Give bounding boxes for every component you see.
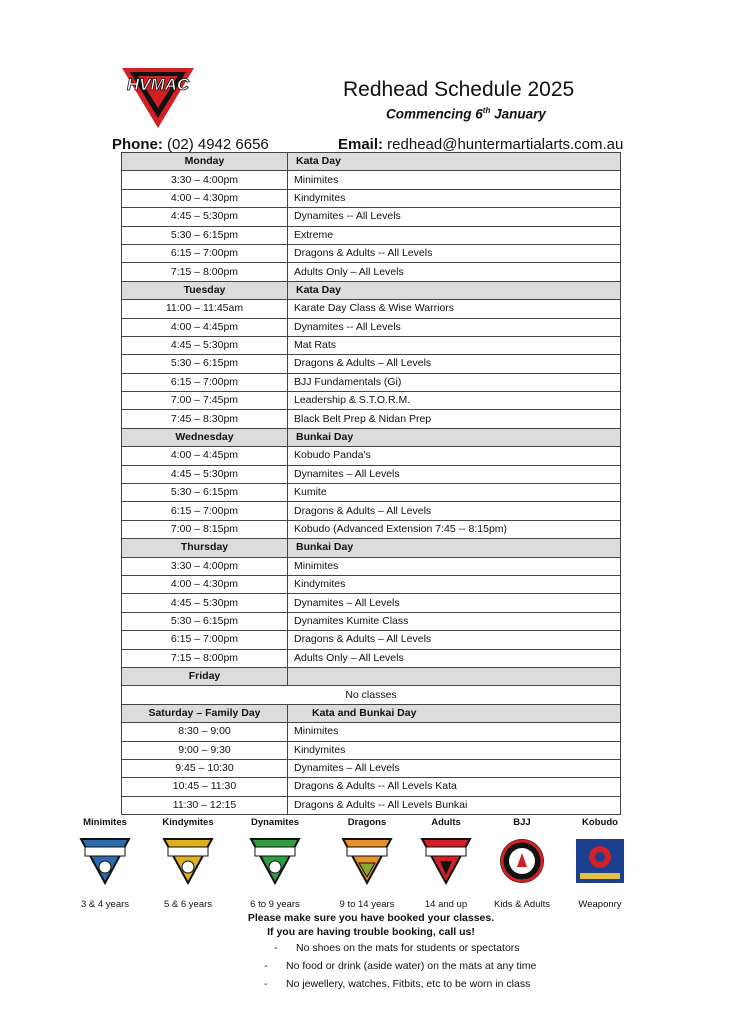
table-row: 4:00 – 4:30pm Kindymites bbox=[122, 575, 621, 593]
bjj-seal-icon bbox=[496, 837, 548, 885]
hvmac-logo bbox=[118, 66, 198, 130]
day-header-friday: Friday bbox=[122, 667, 621, 685]
adults-badge-icon bbox=[420, 837, 472, 885]
table-row: 9:00 – 9:30 Kindymites bbox=[122, 741, 621, 759]
table-row: 9:45 – 10:30 Dynamites – All Levels bbox=[122, 759, 621, 777]
table-row: 4:00 – 4:45pm Kobudo Panda's bbox=[122, 447, 621, 465]
table-row: 4:00 – 4:45pm Dynamites -- All Levels bbox=[122, 318, 621, 336]
booking-notes bbox=[0, 912, 742, 940]
booking-reminder: Please make sure you have booked your classes. bbox=[247, 912, 495, 924]
day-header-tuesday: Tuesday Kata Day bbox=[122, 281, 621, 299]
table-row: 10:45 – 11:30 Dragons & Adults -- All Levels Kata bbox=[122, 778, 621, 796]
list-item: - No shoes on the mats for students or spectators bbox=[274, 942, 520, 954]
table-row: 3:30 – 4:00pm Minimites bbox=[122, 557, 621, 575]
friday-no-classes-row: No classes bbox=[122, 686, 621, 704]
logo-text: HVMAC bbox=[126, 75, 190, 94]
table-row: 5:30 – 6:15pm Kumite bbox=[122, 484, 621, 502]
table-row: 4:45 – 5:30pm Dynamites – All Levels bbox=[122, 594, 621, 612]
minimites-badge-icon bbox=[79, 837, 131, 885]
phone-number[interactable]: (02) 4942 6656 bbox=[162, 136, 269, 153]
email-address[interactable]: redhead@huntermartialarts.com.au bbox=[383, 136, 624, 153]
phone-contact: Phone: (02) 4942 6656 bbox=[112, 136, 269, 153]
list-item: - No jewellery, watches, Fitbits, etc to be worn in class bbox=[264, 978, 531, 990]
page-subtitle: Commencing 6th January bbox=[386, 106, 546, 122]
kindymites-badge-icon bbox=[162, 837, 214, 885]
page-title: Redhead Schedule 2025 bbox=[343, 78, 575, 101]
day-header-monday: Monday Kata Day bbox=[122, 153, 621, 171]
table-row: 5:30 – 6:15pm Extreme bbox=[122, 226, 621, 244]
level-adults: Adults 14 and up bbox=[406, 817, 486, 910]
rules-list bbox=[262, 942, 536, 996]
level-badges bbox=[70, 817, 670, 910]
booking-help: If you are having trouble booking, call us! bbox=[267, 926, 475, 938]
table-row: 7:15 – 8:00pm Adults Only – All Levels bbox=[122, 649, 621, 667]
table-row: 7:15 – 8:00pm Adults Only – All Levels bbox=[122, 263, 621, 281]
table-row: 4:45 – 5:30pm Dynamites – All Levels bbox=[122, 465, 621, 483]
level-kindymites: Kindymites 5 & 6 years bbox=[162, 817, 214, 910]
level-bjj: BJJ Kids & Adults bbox=[494, 817, 550, 910]
table-row: 4:45 – 5:30pm Dynamites -- All Levels bbox=[122, 208, 621, 226]
table-row: 4:00 – 4:30pm Kindymites bbox=[122, 189, 621, 207]
table-row: 11:00 – 11:45am Karate Day Class & Wise Warriors bbox=[122, 300, 621, 318]
dynamites-badge-icon bbox=[249, 837, 301, 885]
table-row: 7:00 – 7:45pm Leadership & S.T.O.R.M. bbox=[122, 392, 621, 410]
day-header-wednesday: Wednesday Bunkai Day bbox=[122, 428, 621, 446]
table-row: 5:30 – 6:15pm Dragons & Adults – All Levels bbox=[122, 355, 621, 373]
dragons-badge-icon bbox=[341, 837, 393, 885]
level-dragons: Dragons 9 to 14 years bbox=[339, 817, 395, 910]
list-item: - No food or drink (aside water) on the mats at any time bbox=[264, 960, 537, 972]
table-row: 5:30 – 6:15pm Dynamites Kumite Class bbox=[122, 612, 621, 630]
email-contact: Email: redhead@huntermartialarts.com.au bbox=[338, 136, 624, 153]
table-row: 7:45 – 8:30pm Black Belt Prep & Nidan Prep bbox=[122, 410, 621, 428]
level-minimites: Minimites 3 & 4 years bbox=[80, 817, 130, 910]
kobudo-emblem-icon bbox=[574, 837, 626, 885]
table-row: 11:30 – 12:15 Dragons & Adults -- All Levels Bunkai bbox=[122, 796, 621, 814]
level-dynamites: Dynamites 6 to 9 years bbox=[250, 817, 300, 910]
table-row: 3:30 – 4:00pm Minimites bbox=[122, 171, 621, 189]
schedule-table bbox=[121, 152, 621, 815]
table-row: 6:15 – 7:00pm Dragons & Adults – All Levels bbox=[122, 502, 621, 520]
table-row: 6:15 – 7:00pm Dragons & Adults -- All Levels bbox=[122, 244, 621, 262]
table-row: 4:45 – 5:30pm Mat Rats bbox=[122, 336, 621, 354]
level-kobudo: Kobudo Weaponry bbox=[560, 817, 640, 910]
table-row: 6:15 – 7:00pm Dragons & Adults – All Levels bbox=[122, 631, 621, 649]
table-row: 8:30 – 9:00 Minimites bbox=[122, 723, 621, 741]
table-row: 6:15 – 7:00pm BJJ Fundamentals (Gi) bbox=[122, 373, 621, 391]
day-header-saturday: Saturday – Family Day Kata and Bunkai Day bbox=[122, 704, 621, 722]
table-row: 7:00 – 8:15pm Kobudo (Advanced Extension 7:45 -- 8:15pm) bbox=[122, 520, 621, 538]
day-header-thursday: Thursday Bunkai Day bbox=[122, 539, 621, 557]
